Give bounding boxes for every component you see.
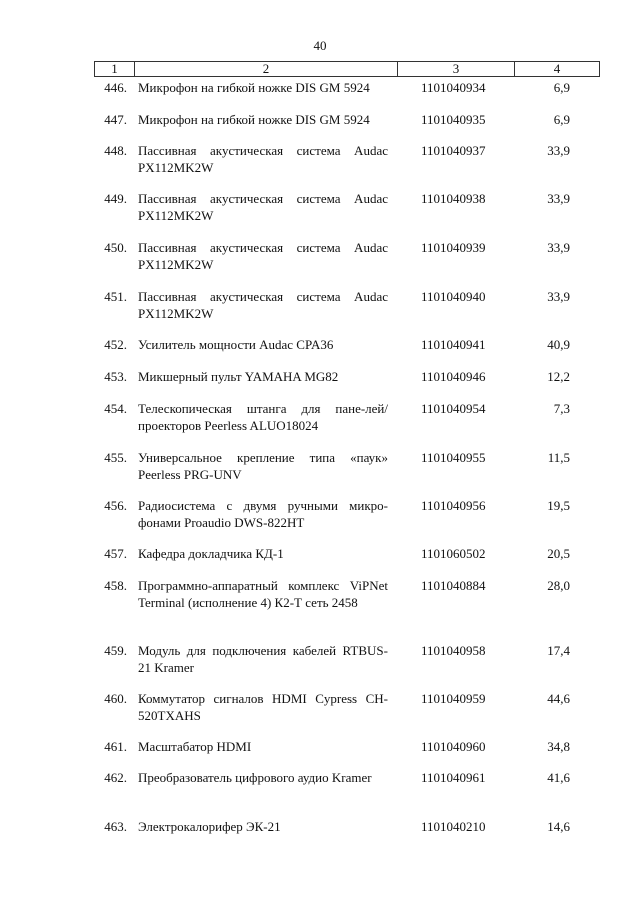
row-number: 452. bbox=[104, 337, 127, 352]
row-value: 34,8 bbox=[547, 739, 570, 754]
header-col-2: 2 bbox=[135, 62, 398, 76]
row-code: 1101040934 bbox=[421, 80, 486, 95]
row-code: 1101040935 bbox=[421, 112, 486, 127]
row-value: 33,9 bbox=[547, 143, 570, 158]
row-code: 1101040954 bbox=[421, 401, 486, 416]
row-name: Модуль для подключения кабелей RTBUS-21 Kramer bbox=[138, 643, 388, 675]
row-number: 463. bbox=[104, 819, 127, 834]
row-value: 33,9 bbox=[547, 191, 570, 206]
row-number: 453. bbox=[104, 369, 127, 384]
row-name: Масштабатор HDMI bbox=[138, 739, 252, 754]
row-name: Усилитель мощности Audac CPA36 bbox=[138, 337, 334, 352]
header-col-4: 4 bbox=[553, 61, 561, 76]
table-header bbox=[94, 61, 600, 77]
row-code: 1101040941 bbox=[421, 337, 486, 352]
row-name: Микрофон на гибкой ножке DIS GM 5924 bbox=[138, 112, 370, 127]
row-value: 6,9 bbox=[553, 80, 570, 95]
row-code: 1101040210 bbox=[421, 819, 486, 834]
row-number: 460. bbox=[104, 691, 127, 706]
row-value: 6,9 bbox=[553, 112, 570, 127]
row-value: 33,9 bbox=[547, 240, 570, 255]
row-value: 33,9 bbox=[547, 289, 570, 304]
row-code: 1101040961 bbox=[421, 770, 486, 785]
row-code: 1101040956 bbox=[421, 498, 486, 513]
row-number: 455. bbox=[104, 450, 127, 465]
row-name: Преобразователь цифрового аудио Kramer bbox=[138, 770, 372, 785]
row-code: 1101040938 bbox=[421, 191, 486, 206]
row-value: 12,2 bbox=[547, 369, 570, 384]
row-name: Пассивная акустическая система Audac PX112MK2W bbox=[138, 240, 388, 272]
row-value: 19,5 bbox=[547, 498, 570, 513]
row-number: 450. bbox=[104, 240, 127, 255]
row-number: 454. bbox=[104, 401, 127, 416]
row-number: 449. bbox=[104, 191, 127, 206]
row-name: Пассивная акустическая система Audac PX112MK2W bbox=[138, 289, 388, 321]
row-name: Телескопическая штанга для пане-лей/проекторов Peerless ALUO18024 bbox=[138, 401, 388, 433]
row-code: 1101040940 bbox=[421, 289, 486, 304]
row-number: 457. bbox=[104, 546, 127, 561]
row-value: 11,5 bbox=[547, 450, 570, 465]
row-number: 462. bbox=[104, 770, 127, 785]
row-code: 1101060502 bbox=[421, 546, 486, 561]
row-code: 1101040946 bbox=[421, 369, 486, 384]
header-col-3: 3 bbox=[398, 62, 515, 76]
row-code: 1101040884 bbox=[421, 578, 486, 593]
row-name: Универсальное крепление типа «паук» Peerless PRG-UNV bbox=[138, 450, 388, 482]
row-name: Коммутатор сигналов HDMI Cypress CH-520TXAHS bbox=[138, 691, 388, 723]
row-value: 40,9 bbox=[547, 337, 570, 352]
row-value: 20,5 bbox=[547, 546, 570, 561]
row-code: 1101040958 bbox=[421, 643, 486, 658]
row-name: Микшерный пульт YAMAHA MG82 bbox=[138, 369, 339, 384]
page-number: 40 bbox=[313, 38, 327, 53]
row-number: 459. bbox=[104, 643, 127, 658]
row-name: Электрокалорифер ЭК-21 bbox=[138, 819, 281, 834]
row-number: 451. bbox=[104, 289, 127, 304]
row-code: 1101040939 bbox=[421, 240, 486, 255]
row-value: 28,0 bbox=[547, 578, 570, 593]
row-code: 1101040959 bbox=[421, 691, 486, 706]
row-name: Пассивная акустическая система Audac PX112MK2W bbox=[138, 191, 388, 223]
row-number: 458. bbox=[104, 578, 127, 593]
row-code: 1101040955 bbox=[421, 450, 486, 465]
row-code: 1101040960 bbox=[421, 739, 486, 754]
row-value: 17,4 bbox=[547, 643, 570, 658]
row-name: Микрофон на гибкой ножке DIS GM 5924 bbox=[138, 80, 370, 95]
row-number: 461. bbox=[104, 739, 127, 754]
row-name: Радиосистема с двумя ручными микро-фонами Proaudio DWS-822HT bbox=[138, 498, 388, 530]
row-value: 14,6 bbox=[547, 819, 570, 834]
row-name: Кафедра докладчика КД-1 bbox=[138, 546, 284, 561]
row-name: Программно-аппаратный комплекс ViPNet Terminal (исполнение 4) К2-Т сеть 2458 bbox=[138, 578, 388, 610]
header-col-1: 1 bbox=[95, 62, 135, 76]
row-value: 7,3 bbox=[553, 401, 570, 416]
row-number: 447. bbox=[104, 112, 127, 127]
row-number: 446. bbox=[104, 80, 127, 95]
row-name: Пассивная акустическая система Audac PX112MK2W bbox=[138, 143, 388, 175]
row-value: 44,6 bbox=[547, 691, 570, 706]
row-code: 1101040937 bbox=[421, 143, 486, 158]
row-number: 448. bbox=[104, 143, 127, 158]
row-number: 456. bbox=[104, 498, 127, 513]
row-value: 41,6 bbox=[547, 770, 570, 785]
